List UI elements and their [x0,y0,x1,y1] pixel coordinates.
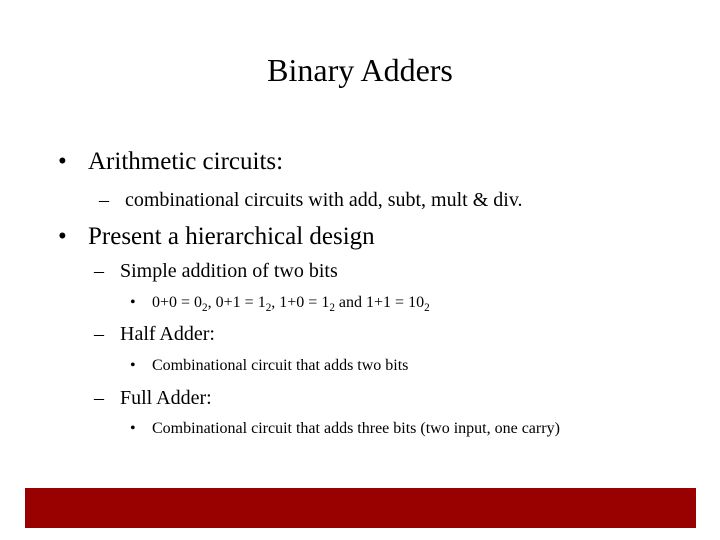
sub-sub-bullet-half-adder-desc [130,355,409,377]
bullet-marker: • [130,420,136,437]
bullet-text: Half Adder: [120,323,215,345]
bullet-text: combinational circuits with add, subt, mult & div. [125,189,523,211]
sub-bullet-simple-addition [94,258,338,284]
bullet-arithmetic-circuits [58,147,284,177]
sub-sub-bullet-full-adder-desc [130,418,612,440]
slide-title: Binary Adders [267,52,453,88]
bullet-text: Full Adder: [120,387,212,409]
bullet-text: Combinational circuit that adds two bits [152,357,409,374]
footer-bar [25,488,696,528]
sub-sub-bullet-addition-examples [130,292,430,315]
bullet-marker: • [58,223,67,250]
bullet-hierarchical-design [58,222,375,252]
dash-marker: – [99,189,109,211]
bullet-marker: • [58,148,67,175]
bullet-text: Simple addition of two bits [120,260,338,282]
bullet-text: Present a hierarchical design [88,223,375,250]
bullet-marker: • [130,357,136,374]
bullet-text: $0+0 = 0_2$, $0+1 = 1_2$, $1+0 = 1_2$ and $1+1 = 10_2$ [152,294,430,315]
sub-bullet-full-adder [94,385,212,411]
sub-bullet-combinational [99,187,523,213]
bullet-marker: • [130,294,136,311]
bullet-text: Combinational circuit that adds three bits (two input, one carry) [152,420,560,437]
dash-marker: – [94,323,104,345]
dash-marker: – [94,260,104,282]
dash-marker: – [94,387,104,409]
bullet-text: Arithmetic circuits: [88,148,284,175]
sub-bullet-half-adder [94,321,215,347]
